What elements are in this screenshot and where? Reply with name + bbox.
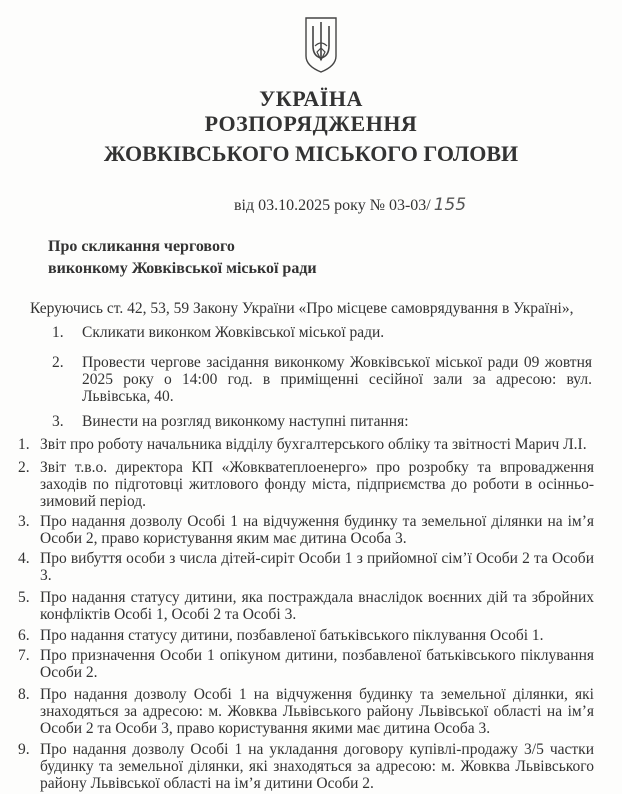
agenda-item: [18, 459, 594, 510]
agenda-number: 9.: [18, 741, 30, 758]
decision-item: [52, 324, 592, 341]
decision-item: [52, 413, 592, 430]
decision-number: 3.: [52, 413, 64, 430]
agenda-number: 6.: [18, 627, 30, 644]
subject-line-2: виконкому Жовківської міської ради: [48, 260, 317, 277]
agenda-text: Про надання статусу дитини, яка постраждала внаслідок воєнних дій та збройних конфліктів Особі 1, Особі 2 та Особі 3.: [40, 589, 594, 623]
agenda-number: 2.: [18, 459, 30, 476]
decision-text: Винести на розгляд виконкому наступні питання:: [82, 413, 409, 430]
subject-line-1: Про скликання чергового: [48, 238, 235, 255]
agenda-text: Про надання дозволу Особі 1 на відчуження будинку та земельної ділянки, які знаходяться за адресою: м. Жовква Львівського району Львівської області на ім’я Особи 2 та Особи 3, право користування якими має дитина Особа 3.: [40, 686, 594, 737]
country-title: УКРАЇНА: [259, 86, 363, 111]
agenda-text: Про призначення Особи 1 опікуном дитини, позбавленої батьківського піклування Особи 2.: [40, 647, 594, 681]
document-subject: [48, 236, 317, 280]
decision-number: 1.: [52, 324, 64, 341]
agenda-text: Про вибуття особи з числа дітей-сиріт Особи 1 з прийомної сім’ї Особи 2 та Особи 3.: [40, 550, 594, 584]
agenda-number: 5.: [18, 589, 30, 606]
agenda-text: Про надання дозволу Особі 1 на укладання договору купівлі-продажу 3/5 частки будинку та земельної ділянки, які знаходяться за адресою: м. Жовква Львівського району Львівської області на ім’я дитини Особи 2.: [40, 741, 594, 792]
agenda-item: [18, 589, 594, 623]
decision-number: 2.: [52, 354, 64, 371]
agenda-number: 3.: [18, 513, 30, 530]
date-number-text: від 03.10.2025 року № 03-03/: [234, 197, 431, 214]
decision-text: Провести чергове засідання виконкому Жовківської міської ради 09 жовтня 2025 року о 14:00 год. в приміщенні сесійної зали за адресою: вул. Львівська, 40.: [82, 354, 592, 405]
decision-text: Скликати виконком Жовківської міської ради.: [82, 324, 385, 341]
trident-emblem-icon: [304, 16, 338, 74]
decision-item: [52, 354, 592, 405]
agenda-text: Звіт т.в.о. директора КП «Жовкватеплоенерго» про розробку та впровадження заходів по підготовці житлового фонду міста, підприємства до роботи в осінньо-зимовий період.: [40, 459, 594, 510]
agenda-text: Про надання статусу дитини, позбавленої батьківського піклування Особі 1.: [40, 627, 544, 644]
agenda-item: [18, 513, 594, 547]
agenda-text: Звіт про роботу начальника відділу бухгалтерського обліку та звітності Марич Л.І.: [40, 436, 587, 453]
agenda-item: [18, 436, 594, 453]
agenda-number: 7.: [18, 647, 30, 664]
handwritten-number: 155: [433, 195, 467, 215]
agenda-number: 1.: [18, 436, 30, 453]
agenda-text: Про надання дозволу Особі 1 на відчуження будинку та земельної ділянки на ім’я Особи 2, право користування яким має дитина Особа 3.: [40, 513, 594, 547]
agenda-item: [18, 686, 594, 737]
agenda-number: 4.: [18, 550, 30, 567]
agenda-item: [18, 550, 594, 584]
issuer-title: ЖОВКІВСЬКОГО МІСЬКОГО ГОЛОВИ: [103, 141, 519, 166]
agenda-item: [18, 741, 594, 792]
agenda-number: 8.: [18, 686, 30, 703]
agenda-item: [18, 627, 594, 644]
agenda-item: [18, 647, 594, 681]
date-line: [234, 195, 466, 215]
document-type-title: РОЗПОРЯДЖЕННЯ: [204, 111, 418, 136]
preamble: Керуючись ст. 42, 53, 59 Закону України «Про місцеве самоврядування в Україні»,: [30, 300, 574, 317]
